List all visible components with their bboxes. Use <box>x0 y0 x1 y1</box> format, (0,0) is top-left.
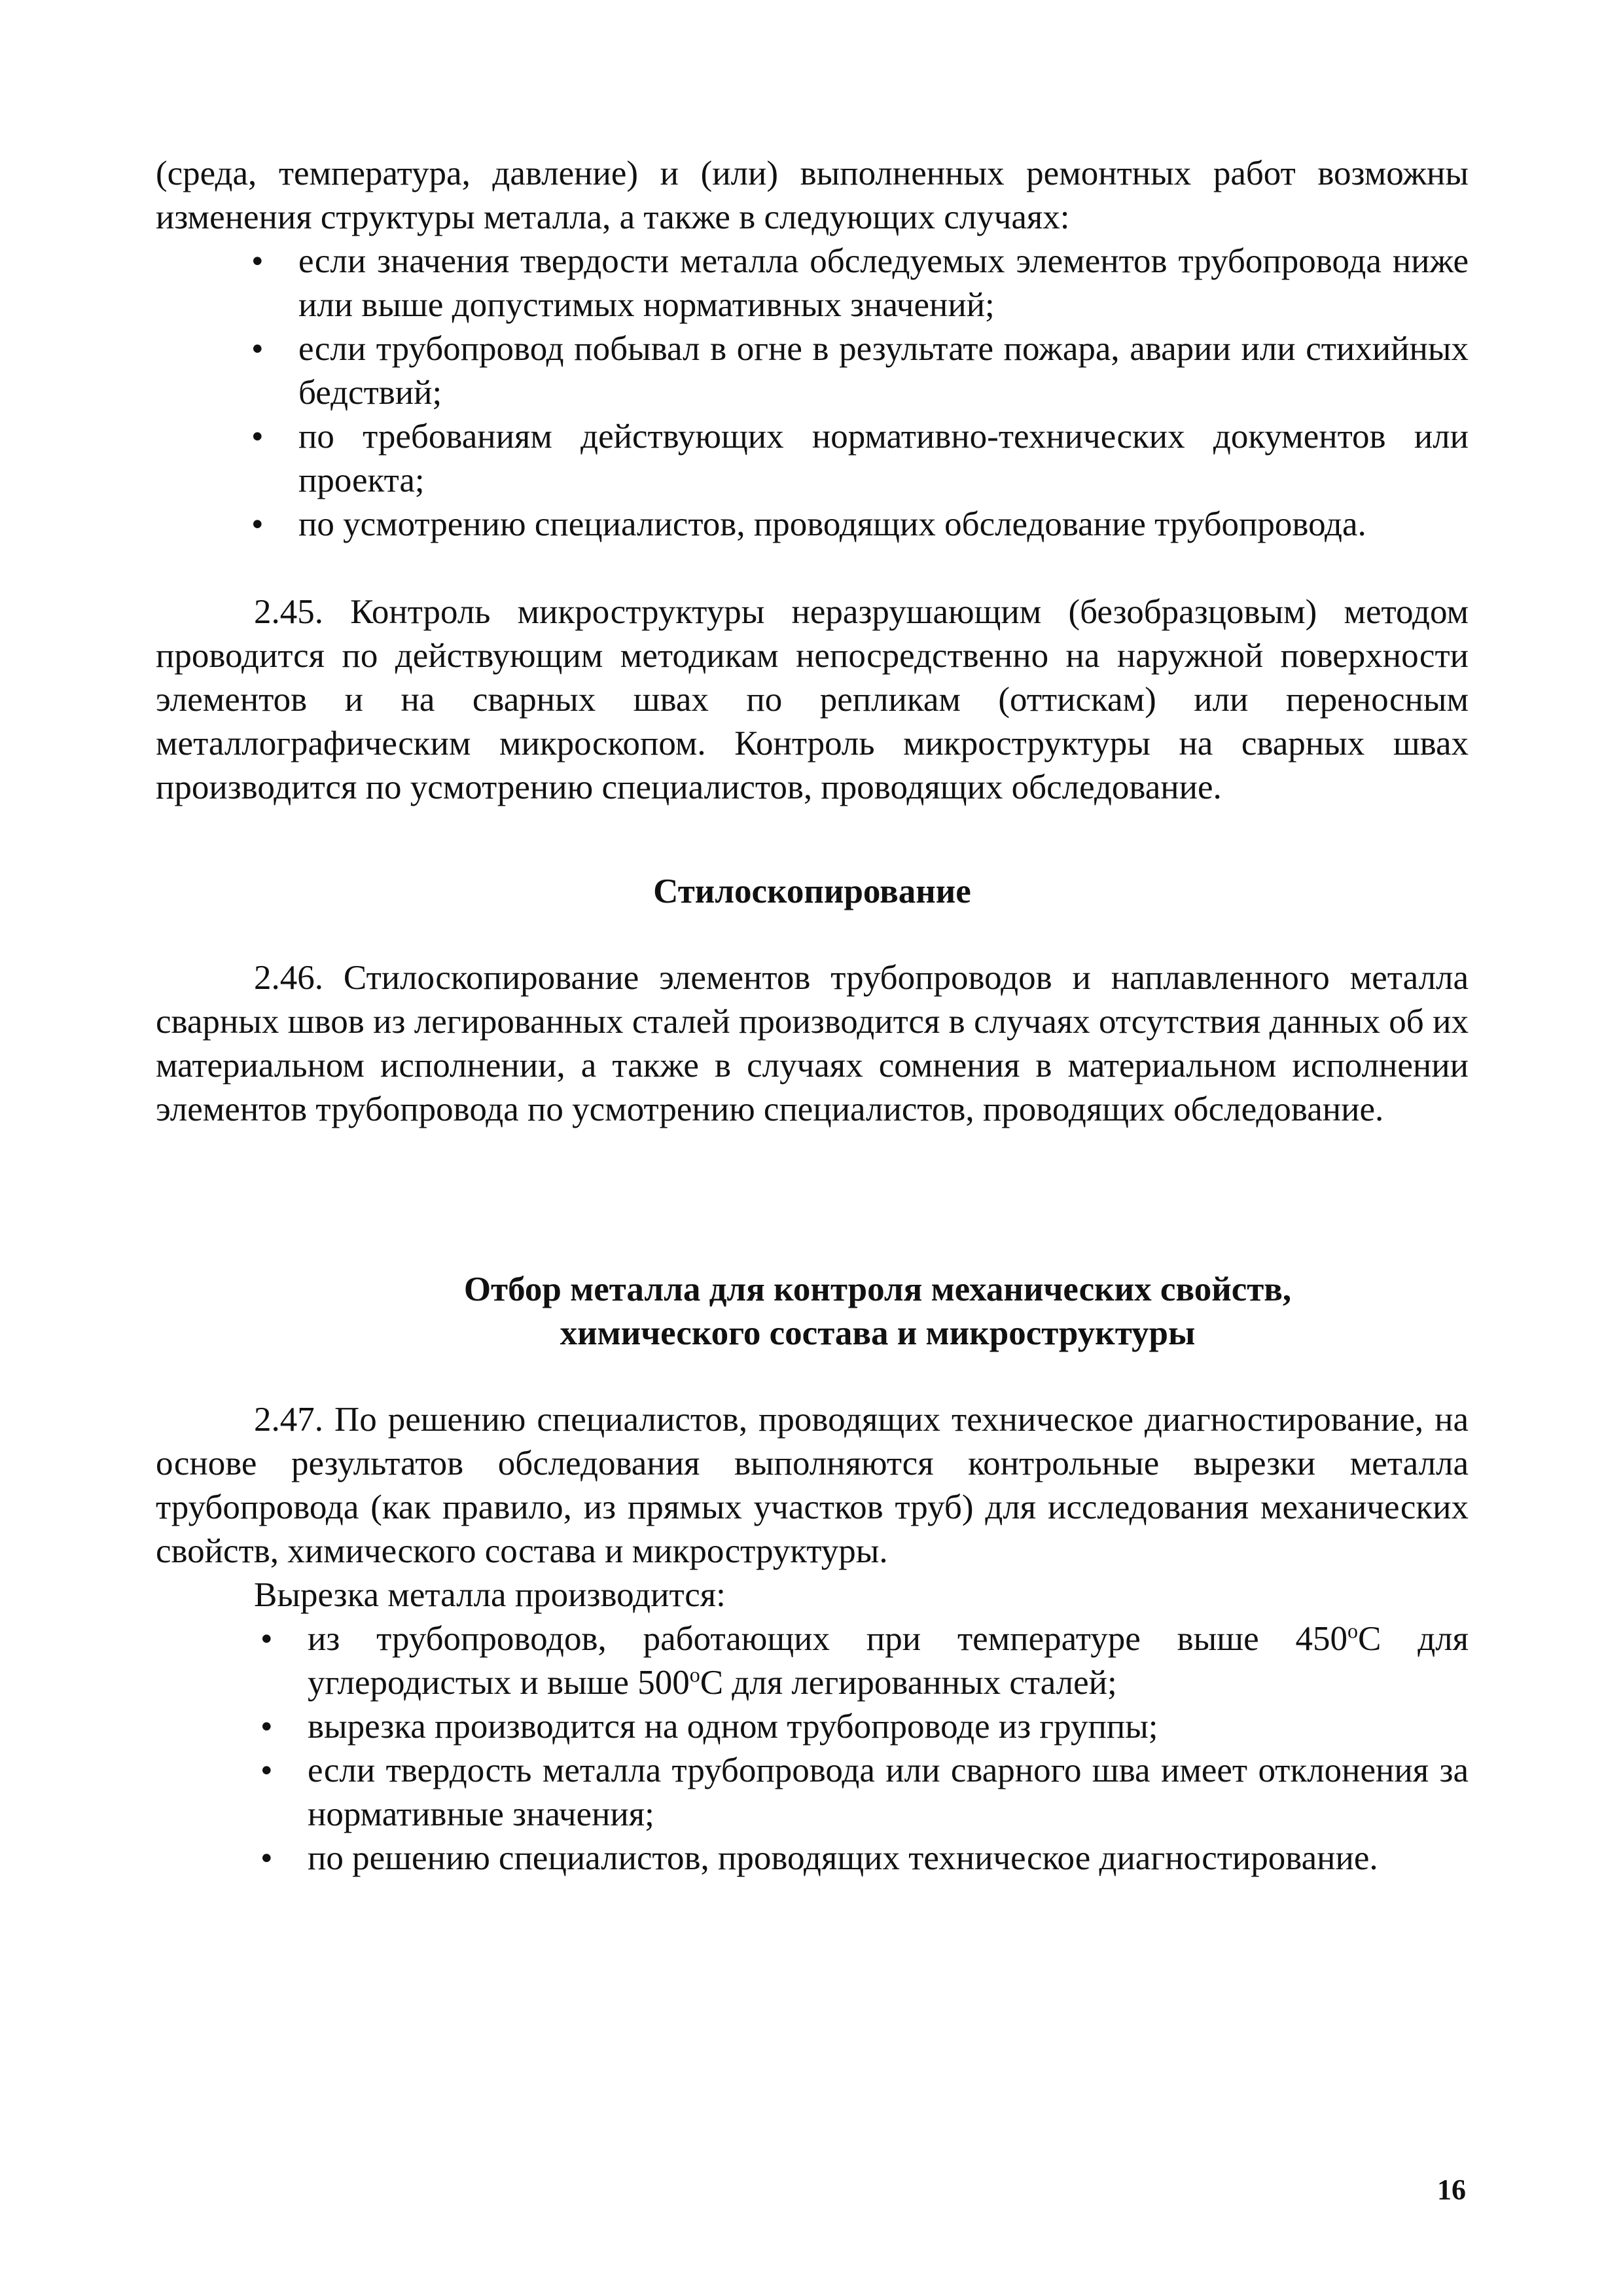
page-number: 16 <box>1437 2174 1466 2206</box>
section-heading-otbor-metalla <box>156 1268 1469 1355</box>
heading-line-1: Отбор металла для контроля механических свойств, <box>463 1270 1292 1308</box>
bullet-icon: • <box>251 330 264 368</box>
heading-line-2: химического состава и микроструктуры <box>560 1314 1196 1352</box>
paragraph-2-45: 2.45. Контроль микроструктуры неразрушающим (безобразцовым) методом проводится по действующим методикам непосредственно на наружной поверхности элементов и на сварных швах по репликам (оттискам) или переносным металлографическим микроскопом. Контроль микроструктуры на сварных швах производится по усмотрению специалистов, проводящих обследование. <box>156 593 1469 806</box>
bullet-icon: • <box>251 505 264 543</box>
bullet-icon: • <box>260 1708 273 1746</box>
list-item: • по требованиям действующих нормативно-технических документов или проекта; <box>298 415 1469 503</box>
bullet-icon: • <box>260 1620 273 1658</box>
list-item: • если значения твердости металла обследуемых элементов трубопровода ниже или выше допустимых нормативных значений; <box>298 240 1469 327</box>
degree-sign: o <box>689 1662 700 1687</box>
section-heading-stiloskopirovanie: Стилоскопирование <box>653 872 971 910</box>
intro-paragraph: (среда, температура, давление) и (или) выполненных ремонтных работ возможны изменения структуры металла, а также в следующих случаях: <box>156 154 1469 236</box>
bullet-icon: • <box>260 1839 273 1877</box>
document-page <box>156 152 1469 1880</box>
bullet-icon: • <box>251 242 264 280</box>
vyrezka-list <box>156 1617 1469 1880</box>
list-item: • вырезка производится на одном трубопроводе из группы; <box>308 1705 1469 1749</box>
list-item: • по решению специалистов, проводящих техническое диагностирование. <box>308 1837 1469 1880</box>
list-item: • по усмотрению специалистов, проводящих обследование трубопровода. <box>298 503 1469 547</box>
list-item: • если трубопровод побывал в огне в результате пожара, аварии или стихийных бедствий; <box>298 327 1469 415</box>
vyrezka-intro: Вырезка металла производится: <box>254 1576 726 1614</box>
list-item: • из трубопроводов, работающих при температуре выше 450$^o$С для углеродистых и выше 500$^o$С для легированных сталей; <box>308 1617 1469 1705</box>
degree-sign: o <box>1347 1619 1358 1643</box>
bullet-icon: • <box>251 418 264 456</box>
bullet-icon: • <box>260 1751 273 1789</box>
conditions-list <box>156 240 1469 547</box>
paragraph-2-46: 2.46. Стилоскопирование элементов трубопроводов и наплавленного металла сварных швов из легированных сталей производится в случаях отсутствия данных об их материальном исполнении, а также в случаях сомнения в материальном исполнении элементов трубопровода по усмотрению специалистов, проводящих обследование. <box>156 959 1469 1128</box>
list-item: • если твердость металла трубопровода или сварного шва имеет отклонения за нормативные значения; <box>308 1749 1469 1837</box>
paragraph-2-47: 2.47. По решению специалистов, проводящих техническое диагностирование, на основе результатов обследования выполняются контрольные вырезки металла трубопровода (как правило, из прямых участков труб) для исследования механических свойств, химического состава и микроструктуры. <box>156 1401 1469 1570</box>
